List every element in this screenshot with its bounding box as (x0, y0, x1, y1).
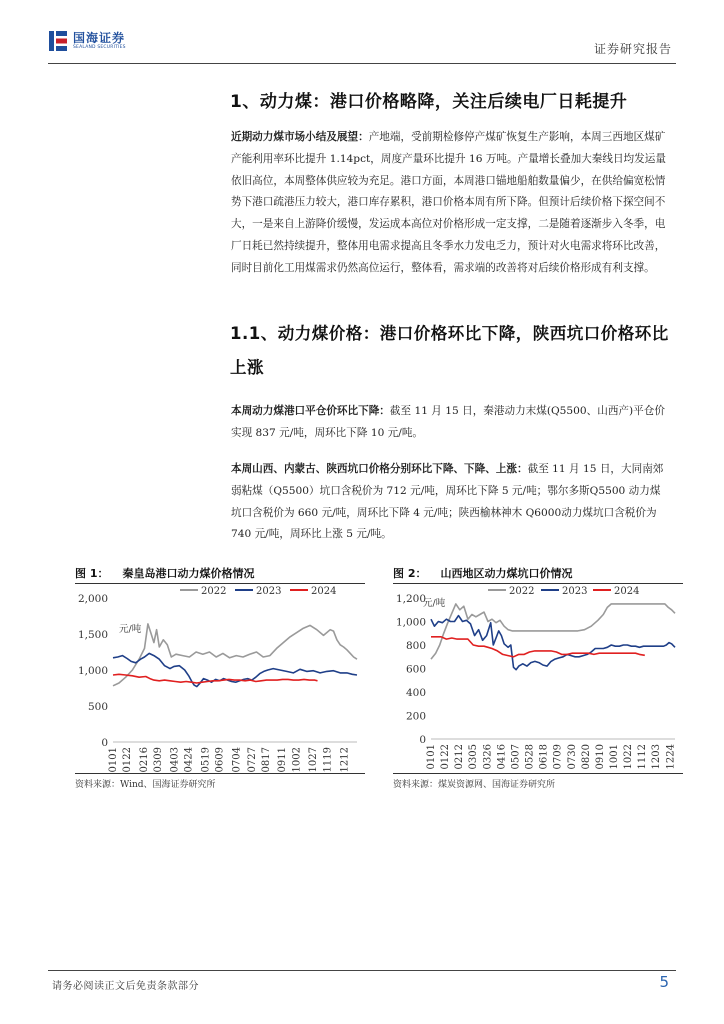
x-tick-label: 0817 (260, 747, 272, 773)
y-tick-label: 1,200 (395, 593, 426, 605)
legend-label-2024: 2024 (614, 586, 640, 597)
section-1-title: 1、动力煤：港口价格略降，关注后续电厂日耗提升 (230, 92, 628, 112)
logo-en: SEALAND SECURITIES (73, 44, 126, 50)
y-tick-label: 1,500 (77, 629, 108, 641)
figure-1-title: 秦皇岛港口动力煤价格情况 (122, 567, 255, 580)
x-tick-label: 0424 (183, 747, 195, 773)
y-tick-label: 1,000 (77, 665, 108, 677)
y-tick-label: 0 (419, 734, 426, 746)
x-tick-label: 0326 (482, 744, 494, 770)
figure-2-number: 图 2： (393, 567, 427, 580)
y-unit-label: 元/吨 (119, 624, 142, 635)
logo-mark-icon (48, 30, 68, 52)
x-tick-label: 0309 (152, 747, 164, 773)
mine-price-paragraph (231, 459, 671, 546)
x-tick-label: 1002 (291, 747, 303, 773)
series-line-2024 (113, 674, 318, 683)
footer-disclaimer: 请务必阅读正文后免责条款部分 (52, 981, 199, 992)
y-tick-label: 400 (405, 687, 426, 699)
x-tick-label: 1112 (637, 744, 649, 770)
y-tick-label: 0 (101, 737, 108, 749)
x-tick-label: 1001 (609, 744, 620, 770)
legend-label-2024: 2024 (311, 586, 337, 597)
summary-paragraph (231, 127, 671, 280)
figure-2-title: 山西地区动力煤坑口价情况 (440, 567, 573, 580)
brand-logo (48, 30, 126, 52)
figure-1-number: 图 1： (75, 567, 109, 580)
chart-shanxi-mine-price (393, 584, 683, 774)
figure-1-source: 资料来源：Wind、国海证券研究所 (75, 773, 365, 790)
x-tick-label: 0709 (552, 744, 564, 770)
legend-label-2022: 2022 (509, 586, 535, 597)
x-tick-label: 1022 (623, 744, 635, 770)
x-tick-label: 1212 (339, 747, 351, 773)
figure-2-source: 资料来源：煤炭资源网、国海证券研究所 (393, 773, 683, 790)
x-tick-label: 1119 (322, 747, 334, 773)
x-tick-label: 0403 (169, 747, 181, 773)
logo-cn: 国海证券 (73, 30, 126, 45)
mine-price-lead: 本周山西、内蒙古、陕西坑口价格分别环比下降、下降、上涨： (231, 463, 528, 475)
series-line-2023 (431, 616, 675, 670)
chart-qinhuangdao-port-price (75, 584, 365, 774)
x-tick-label: 0519 (200, 747, 212, 773)
summary-body: 产地端，受前期检修停产煤矿恢复生产影响，本周三西地区煤矿产能利用率环比提升 1.14pct，周度产量环比提升 16 万吨。产量增长叠加大秦线日均发运量依旧高位，本周整体供应较为充足。港口方面，本周港口锚地船舶数量偏少，在供给偏宽松情势下港口疏港压力较大，港口库存累积，港口价格本周有所下降。但预计后续价格下探空间不大，一是来自上游降价缓慢，发运成本高位对价格形成一定支撑，二是随着逐渐步入冬季，电厂日耗已然持续提升，整体用电需求提高且冬季水力发电乏力，预计对火电需求将环比改善，同时目前化工用煤需求仍然高位运行，整体看，需求端的改善将对后续价格形成有利支撑。 (231, 131, 666, 274)
figure-1 (75, 565, 365, 790)
report-type: 证券研究报告 (593, 42, 672, 56)
x-tick-label: 0820 (580, 744, 592, 770)
y-tick-label: 1,000 (395, 616, 426, 629)
legend-label-2023: 2023 (256, 586, 282, 597)
series-line-2022 (113, 624, 357, 686)
footer-divider (48, 970, 676, 971)
figure-1-caption (75, 565, 365, 584)
port-price-lead: 本周动力煤港口平仓价环比下降： (231, 405, 390, 417)
x-tick-label: 0212 (454, 744, 466, 770)
x-tick-label: 0507 (510, 744, 522, 770)
port-price-body: 截至 11 月 15 日，秦港动力末煤(Q5500、山西产)平仓价实现 837 元/吨，周环比下降 10 元/吨。 (231, 405, 665, 439)
y-tick-label: 200 (405, 710, 426, 723)
x-tick-label: 0727 (246, 747, 258, 773)
y-unit-label: 元/吨 (423, 598, 446, 609)
figure-2 (393, 565, 683, 790)
x-tick-label: 0122 (440, 744, 452, 770)
x-tick-label: 0216 (138, 747, 150, 773)
x-tick-label: 0305 (468, 744, 480, 770)
series-line-2024 (431, 637, 645, 657)
x-tick-label: 0704 (231, 747, 243, 773)
x-tick-label: 0730 (566, 744, 578, 770)
series-line-2023 (113, 653, 357, 686)
section-1-1-title: 1.1、动力煤价格：港口价格环比下降，陕西坑口价格环比上涨 (230, 324, 669, 377)
x-tick-label: 1203 (651, 744, 663, 770)
x-tick-label: 0101 (426, 744, 437, 770)
x-tick-label: 0618 (538, 744, 550, 770)
page-number: 5 (659, 973, 669, 991)
legend-label-2023: 2023 (562, 586, 588, 597)
figure-2-caption (393, 565, 683, 584)
x-tick-label: 0101 (108, 747, 119, 773)
x-tick-label: 0911 (276, 747, 288, 773)
x-tick-label: 1027 (307, 747, 319, 773)
y-tick-label: 500 (87, 701, 108, 713)
x-tick-label: 0528 (524, 744, 536, 770)
y-tick-label: 600 (405, 663, 426, 676)
y-tick-label: 800 (405, 640, 426, 652)
summary-lead: 近期动力煤市场小结及展望： (231, 131, 369, 143)
x-tick-label: 0609 (214, 747, 226, 773)
x-tick-label: 0122 (122, 747, 134, 773)
header-divider (48, 63, 676, 64)
y-tick-label: 2,000 (77, 593, 108, 605)
x-tick-label: 1224 (665, 744, 677, 770)
x-tick-label: 0910 (594, 744, 606, 770)
x-tick-label: 0416 (496, 744, 508, 770)
legend-label-2022: 2022 (201, 586, 227, 597)
port-price-paragraph (231, 401, 671, 445)
mine-price-body: 截至 11 月 15 日，大同南郊弱粘煤（Q5500）坑口含税价为 712 元/吨，周环比下降 5 元/吨；鄂尔多斯Q5500 动力煤坑口含税价为 660 元/吨，周环比下降 4 元/吨；陕西榆林神木 Q6000动力煤坑口含税价为 740 元/吨，周环比上涨 5 元/吨。 (231, 463, 664, 541)
